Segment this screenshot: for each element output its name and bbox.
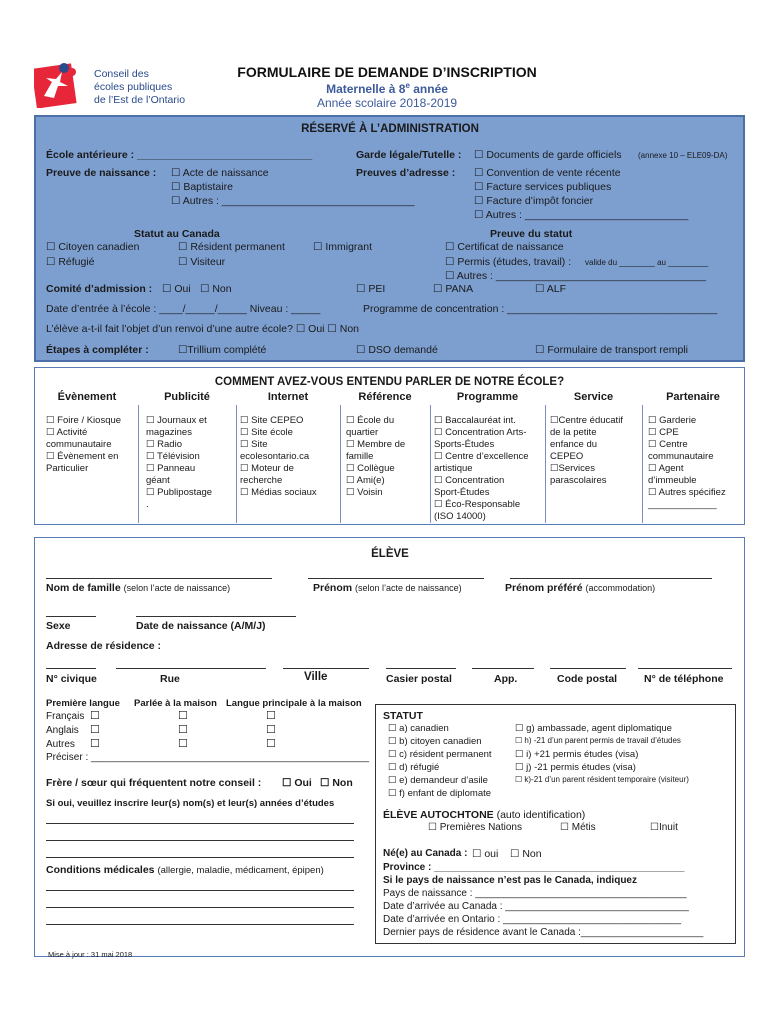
survey-divider xyxy=(340,405,341,523)
programme-concentration-field[interactable]: Programme de concentration : ____________________________________ xyxy=(363,303,718,315)
pn-acte-checkbox[interactable]: ☐ Acte de naissance xyxy=(171,167,269,179)
ecole-anterieure-field[interactable] xyxy=(46,149,312,161)
premieres-nations-checkbox[interactable]: ☐ Premières Nations xyxy=(428,822,522,833)
adresse-label: Adresse de résidence : xyxy=(46,640,161,652)
prenom-note: (selon l’acte de naissance) xyxy=(355,583,462,593)
conditions-label xyxy=(46,864,324,876)
lang-francais-label: Français xyxy=(46,711,85,722)
form-title: FORMULAIRE DE DEMANDE D’INSCRIPTION xyxy=(237,64,537,80)
form-subtitle xyxy=(222,81,552,96)
no-civique-line[interactable] xyxy=(46,668,96,669)
frere-soeur-label: Frère / sœur qui fréquentent notre conseil : xyxy=(46,777,262,789)
ne-canada-label: Né(e) au Canada : xyxy=(383,848,468,859)
sexe-label: Sexe xyxy=(46,620,71,632)
eleve-heading: ÉLÈVE xyxy=(371,548,409,560)
inuit-checkbox[interactable]: ☐Inuit xyxy=(650,822,678,833)
preuves-adresse-label: Preuves d’adresse : xyxy=(356,167,456,179)
subtitle-sup: e xyxy=(405,81,410,90)
survey-title: COMMENT AVEZ-VOUS ENTENDU PARLER DE NOTRE ÉCOLE? xyxy=(214,376,565,388)
siblings-line[interactable] xyxy=(46,840,354,841)
statut-option[interactable]: ☐ a) canadien xyxy=(388,723,449,734)
survey-options-internet[interactable]: ☐ Site CEPEO ☐ Site école ☐ Site ecolesontario.ca ☐ Moteur de recherche ☐ Médias sociaux xyxy=(240,415,317,498)
survey-col-header: Publicité xyxy=(164,391,210,403)
statut-heading: STATUT xyxy=(383,710,423,722)
statut-canada-heading: Statut au Canada xyxy=(134,228,220,240)
pa-autres-checkbox[interactable]: ☐ Autres : ____________________________ xyxy=(474,209,689,221)
org-line-2: écoles publiques xyxy=(94,81,173,93)
sexe-line[interactable] xyxy=(46,616,96,617)
prenom-prefere-text: Prénom préféré xyxy=(505,582,583,594)
garde-checkbox[interactable]: ☐ Documents de garde officiels xyxy=(474,149,622,161)
subtitle-end: année xyxy=(409,82,448,96)
preciser-field[interactable]: Préciser : __________________________________________________ xyxy=(46,752,370,763)
pays-naissance-field[interactable]: Pays de naissance : ______________________________________ xyxy=(383,888,687,899)
renvoi-question[interactable]: L’élève a-t-il fait l’objet d’un renvoi d’une autre école? ☐ Oui ☐ Non xyxy=(46,323,360,335)
survey-col-header: Internet xyxy=(267,391,309,403)
langue-header-3: Langue principale à la maison xyxy=(226,698,362,709)
conditions-line[interactable] xyxy=(46,890,354,891)
date-naissance-label: Date de naissance (A/M/J) xyxy=(136,620,266,632)
lang-home-checkboxes[interactable]: ☐ ☐ ☐ xyxy=(178,710,188,750)
lang-first-checkboxes[interactable]: ☐ ☐ ☐ xyxy=(90,710,100,750)
survey-col-header: Référence xyxy=(358,391,412,403)
fs-non-checkbox[interactable]: ☐ Non xyxy=(320,777,353,789)
ville-line[interactable] xyxy=(283,668,369,669)
admin-heading: RÉSERVÉ À L’ADMINISTRATION xyxy=(301,123,479,135)
lang-anglais-label: Anglais xyxy=(46,725,79,736)
conditions-note: (allergie, maladie, médicament, épipen) xyxy=(157,865,324,876)
sc-visiteur-checkbox[interactable]: ☐ Visiteur xyxy=(178,256,226,268)
telephone-label: N° de téléphone xyxy=(644,673,724,685)
statut-option[interactable]: ☐ g) ambassade, agent diplomatique xyxy=(515,723,672,734)
pei-checkbox[interactable]: ☐ PEI xyxy=(356,283,386,295)
etape-dso-checkbox[interactable]: ☐ DSO demandé xyxy=(356,344,438,356)
survey-options-programme[interactable]: ☐ Baccalauréat int. ☐ Concentration Arts- Sports-Études ☐ Centre d’excellence artistique ☐ Concentration Sport-Études ☐ Éco-Responsable (ISO 14000) xyxy=(434,415,529,522)
date-naissance-line[interactable] xyxy=(136,616,296,617)
etape-transport-checkbox[interactable]: ☐ Formulaire de transport rempli xyxy=(535,344,688,356)
prenom-prefere-label xyxy=(505,582,655,594)
casier-label: Casier postal xyxy=(386,673,452,685)
survey-options-reference[interactable]: ☐ École du quartier ☐ Membre de famille ☐ Collègue ☐ Ami(e) ☐ Voisin xyxy=(346,415,406,498)
date-entree-field[interactable]: Date d’entrée à l’école : ____/_____/_____ Niveau : _____ xyxy=(46,303,321,315)
rue-label: Rue xyxy=(160,673,180,685)
pa-convention-checkbox[interactable]: ☐ Convention de vente récente xyxy=(474,167,621,179)
comite-oui-checkbox[interactable]: ☐ Oui xyxy=(162,283,191,295)
si-oui-label: Si oui, veuillez inscrire leur(s) nom(s) et leur(s) années d’études xyxy=(46,798,335,809)
ps-certificat-checkbox[interactable]: ☐ Certificat de naissance xyxy=(445,241,564,253)
prenom-line[interactable] xyxy=(308,578,484,579)
footer-date: Mise à jour : 31 mai 2018 xyxy=(48,950,133,959)
dernier-pays-field[interactable]: Dernier pays de résidence avant le Canada :______________________ xyxy=(383,927,704,938)
etape-trillium-checkbox[interactable]: ☐Trillium complété xyxy=(178,344,267,356)
subtitle-main: Maternelle à 8 xyxy=(326,82,406,96)
org-line-1: Conseil des xyxy=(94,68,149,80)
pa-impot-checkbox[interactable]: ☐ Facture d’impôt foncier xyxy=(474,195,594,207)
lang-autres-label: Autres xyxy=(46,739,75,750)
statut-option[interactable]: ☐ h) -21 d’un parent permis de travail d’études xyxy=(515,736,681,745)
autochtone-text: ÉLÈVE AUTOCHTONE xyxy=(383,809,494,821)
arrivee-canada-field[interactable]: Date d’arrivée au Canada : _________________________________ xyxy=(383,901,689,912)
survey-col-header: Programme xyxy=(456,391,519,403)
prenom-prefere-note: (accommodation) xyxy=(585,583,656,593)
conditions-line[interactable] xyxy=(46,924,354,925)
arrivee-ontario-field[interactable]: Date d’arrivée en Ontario : ________________________________ xyxy=(383,914,682,925)
app-label: App. xyxy=(494,673,518,685)
statut-option[interactable]: ☐ d) réfugié xyxy=(388,762,440,773)
nom-famille-label xyxy=(46,582,230,594)
survey-divider xyxy=(545,405,546,523)
statut-option[interactable]: ☐ j) -21 permis études (visa) xyxy=(515,762,636,773)
autochtone-note: (auto identification) xyxy=(496,809,586,821)
code-postal-label: Code postal xyxy=(557,673,618,685)
conditions-text: Conditions médicales xyxy=(46,864,155,876)
code-postal-line[interactable] xyxy=(550,668,626,669)
langue-header-1: Première langue xyxy=(46,698,120,709)
preuve-statut-heading: Preuve du statut xyxy=(490,228,573,240)
garde-note: (annexe 10 – ELE09-DA) xyxy=(638,151,728,160)
etapes-label: Étapes à compléter : xyxy=(46,344,149,356)
org-name xyxy=(94,68,185,107)
statut-option[interactable]: ☐ f) enfant de diplomate xyxy=(388,788,492,799)
survey-divider xyxy=(138,405,139,523)
sc-citoyen-checkbox[interactable]: ☐ Citoyen canadien xyxy=(46,241,140,253)
preuve-naissance-label: Preuve de naissance : xyxy=(46,167,157,179)
prenom-text: Prénom xyxy=(313,582,353,594)
survey-options-service[interactable]: ☐Centre éducatif de la petite enfance du CEPEO ☐Services parascolaires xyxy=(550,415,623,486)
telephone-line[interactable] xyxy=(638,668,732,669)
nom-famille-note: (selon l’acte de naissance) xyxy=(123,583,231,593)
prenom-label xyxy=(313,582,462,594)
statut-option[interactable]: ☐ e) demandeur d’asile xyxy=(388,775,488,786)
survey-options-evenement[interactable]: ☐ Foire / Kiosque ☐ Activité communautaire ☐ Évènement en Particulier xyxy=(46,415,122,474)
comite-non-checkbox[interactable]: ☐ Non xyxy=(200,283,232,295)
pn-autres-checkbox[interactable]: ☐ Autres : _________________________________ xyxy=(171,195,415,207)
sc-resident-checkbox[interactable]: ☐ Résident permanent xyxy=(178,241,285,253)
form-title-block xyxy=(222,64,552,110)
cepeo-logo xyxy=(34,62,80,108)
statut-option[interactable]: ☐ c) résident permanent xyxy=(388,749,492,760)
survey-divider xyxy=(430,405,431,523)
rue-line[interactable] xyxy=(116,668,266,669)
metis-checkbox[interactable]: ☐ Métis xyxy=(560,822,596,833)
prenom-prefere-line[interactable] xyxy=(510,578,712,579)
statut-option[interactable]: ☐ k)-21 d’un parent résident temporaire (visiteur) xyxy=(515,775,689,784)
ville-label: Ville xyxy=(304,671,328,683)
fs-oui-checkbox[interactable]: ☐ Oui xyxy=(282,777,312,789)
survey-col-header: Service xyxy=(573,391,614,403)
pn-baptistaire-checkbox[interactable]: ☐ Baptistaire xyxy=(171,181,233,193)
no-civique-label: N° civique xyxy=(46,673,97,685)
survey-divider xyxy=(236,405,237,523)
nom-famille-text: Nom de famille xyxy=(46,582,121,594)
langue-header-2: Parlée à la maison xyxy=(134,698,217,709)
siblings-line[interactable] xyxy=(46,823,354,824)
alf-checkbox[interactable]: ☐ ALF xyxy=(535,283,567,295)
app-line[interactable] xyxy=(472,668,534,669)
ecole-anterieure-label: École antérieure : ______________________________ xyxy=(46,149,313,161)
survey-options-publicite[interactable]: ☐ Journaux et magazines ☐ Radio ☐ Télévision ☐ Panneau géant ☐ Publipostage . xyxy=(146,415,213,510)
school-year: Année scolaire 2018-2019 xyxy=(316,96,458,110)
province-field[interactable]: Province : _____________________________________________ xyxy=(383,862,685,873)
siblings-line[interactable] xyxy=(46,857,354,858)
survey-divider xyxy=(642,405,643,523)
pa-facture-checkbox[interactable]: ☐ Facture services publiques xyxy=(474,181,612,193)
sc-refugie-checkbox[interactable]: ☐ Réfugié xyxy=(46,256,95,268)
survey-col-header: Partenaire xyxy=(666,391,720,403)
statut-option[interactable]: ☐ i) +21 permis études (visa) xyxy=(515,749,639,760)
ne-non-checkbox[interactable]: ☐ Non xyxy=(510,848,542,860)
ps-autres-checkbox[interactable]: ☐ Autres : ____________________________________ xyxy=(445,270,707,282)
autochtone-label xyxy=(383,809,585,821)
survey-col-header: Évènement xyxy=(57,391,117,403)
comite-label: Comité d’admission : xyxy=(46,283,153,295)
garde-label: Garde légale/Tutelle : xyxy=(356,149,462,161)
ps-permis-checkbox[interactable]: ☐ Permis (études, travail) : xyxy=(445,256,572,268)
org-line-3: de l’Est de l’Ontario xyxy=(94,94,186,106)
statut-option[interactable]: ☐ b) citoyen canadien xyxy=(388,736,482,747)
sc-immigrant-checkbox[interactable]: ☐ Immigrant xyxy=(313,241,373,253)
lang-main-checkboxes[interactable]: ☐ ☐ ☐ xyxy=(266,710,276,750)
si-pas-canada-label: Si le pays de naissance n’est pas le Canada, indiquez xyxy=(383,875,637,886)
ne-oui-checkbox[interactable]: ☐ oui xyxy=(472,848,499,860)
ps-permis-validity[interactable]: valide du ________ au _________ xyxy=(585,258,709,267)
pana-checkbox[interactable]: ☐ PANA xyxy=(433,283,474,295)
survey-options-partenaire[interactable]: ☐ Garderie ☐ CPE ☐ Centre communautaire ☐ Agent d’immeuble ☐ Autres spécifiez _____________ xyxy=(648,415,726,510)
conditions-line[interactable] xyxy=(46,907,354,908)
casier-line[interactable] xyxy=(386,668,456,669)
nom-famille-line[interactable] xyxy=(46,578,272,579)
